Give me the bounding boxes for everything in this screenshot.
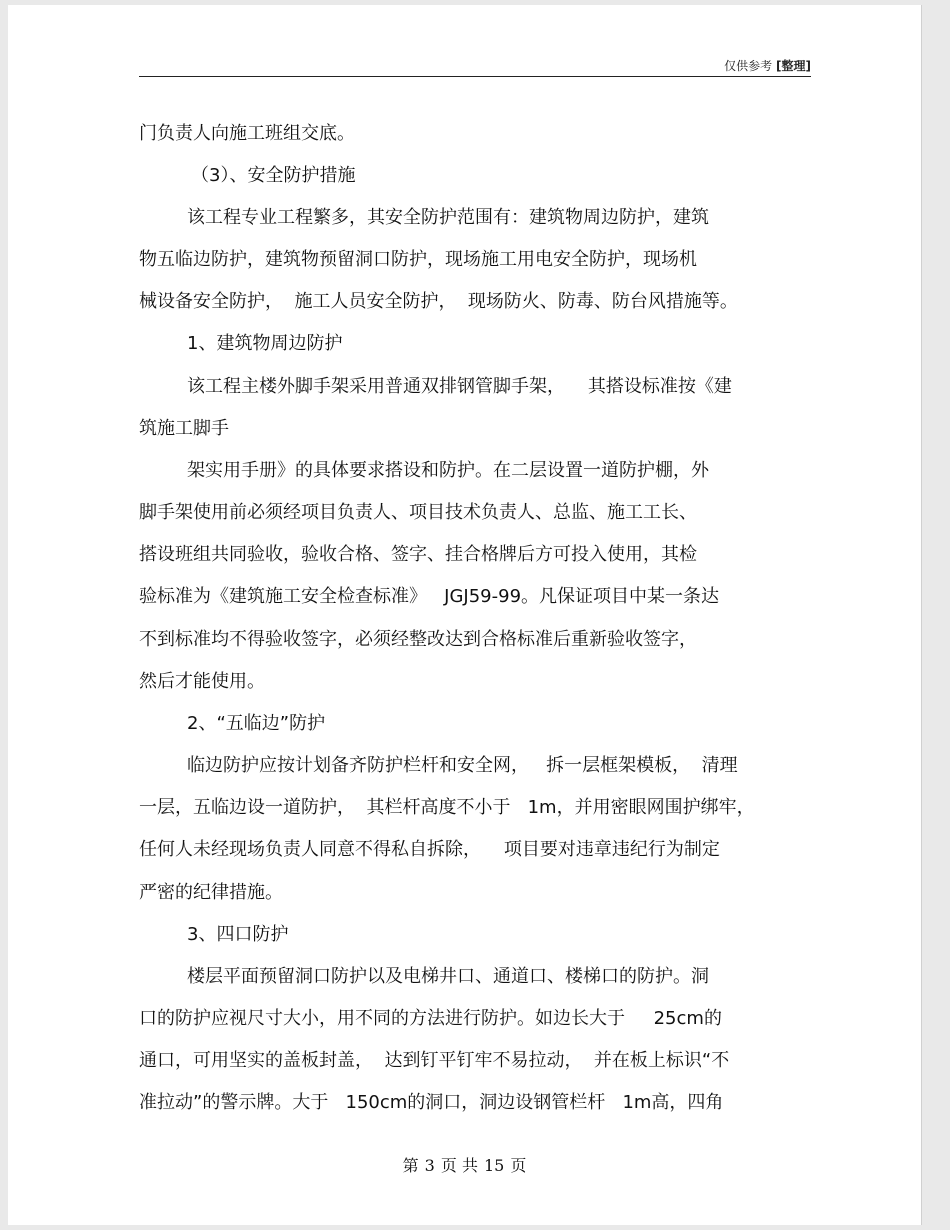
body-line: 械设备安全防护， 施工人员安全防护， 现场防火、防毒、防台风措施等。 [139,291,738,312]
body-line: 验标准为《建筑施工安全检查标准》 JGJ59-99。凡保证项目中某一条达 [139,586,720,607]
page-footer [8,1153,921,1176]
footer-mid: 页 共 [440,1156,478,1175]
body-line: 物五临边防护，建筑物预留洞口防护，现场施工用电安全防护，现场机 [139,249,697,270]
header-rule [139,76,811,77]
header-note: 仅供参考 [724,59,773,73]
body-line: 然后才能使用。 [139,671,265,692]
body-line: 搭设班组共同验收，验收合格、签字、挂合格牌后方可投入使用，其检 [139,544,697,565]
subsection-heading: 3、四口防护 [187,924,289,945]
body-line: 不到标准均不得验收签字，必须经整改达到合格标准后重新验收签字， [139,629,697,650]
body-line: 一层，五临边设一道防护， 其栏杆高度不小于 1m，并用密眼网围护绑牢， [139,797,755,818]
document-page [8,5,922,1225]
header-bracket: [整理] [776,59,811,73]
footer-suffix: 页 [510,1156,527,1175]
section-heading: （3）、安全防护措施 [191,165,356,186]
subsection-heading: 2、“五临边”防护 [187,713,326,734]
body-line: 准拉动”的警示牌。大于 150cm的洞口，洞边设钢管栏杆 1m高，四角 [139,1092,724,1113]
page-header [139,57,811,74]
body-line: 门负责人向施工班组交底。 [139,123,355,144]
body-line: 架实用手册》的具体要求搭设和防护。在二层设置一道防护棚，外 [187,460,709,481]
body-line: 该工程专业工程繁多，其安全防护范围有：建筑物周边防护，建筑 [187,207,709,228]
body-line: 筑施工脚手 [139,418,229,439]
body-line: 该工程主楼外脚手架采用普通双排钢管脚手架， 其搭设标准按《建 [187,376,732,397]
body-line: 口的防护应视尺寸大小，用不同的方法进行防护。如边长大于 25cm的 [139,1008,722,1029]
body-line: 严密的纪律措施。 [139,882,283,903]
body-line: 脚手架使用前必须经项目负责人、项目技术负责人、总监、施工工长、 [139,502,697,523]
body-line: 任何人未经现场负责人同意不得私自拆除， 项目要对违章违纪行为制定 [139,839,720,860]
body-line: 楼层平面预留洞口防护以及电梯井口、通道口、楼梯口的防护。洞 [187,966,709,987]
total-pages: 15 [483,1156,505,1175]
body-line: 临边防护应按计划备齐防护栏杆和安全网， 拆一层框架模板， 清理 [187,755,738,776]
body-line: 通口，可用坚实的盖板封盖， 达到钉平钉牢不易拉动， 并在板上标识“不 [139,1050,730,1071]
subsection-heading: 1、建筑物周边防护 [187,333,343,354]
footer-prefix: 第 [402,1156,419,1175]
page-number: 3 [424,1156,435,1175]
